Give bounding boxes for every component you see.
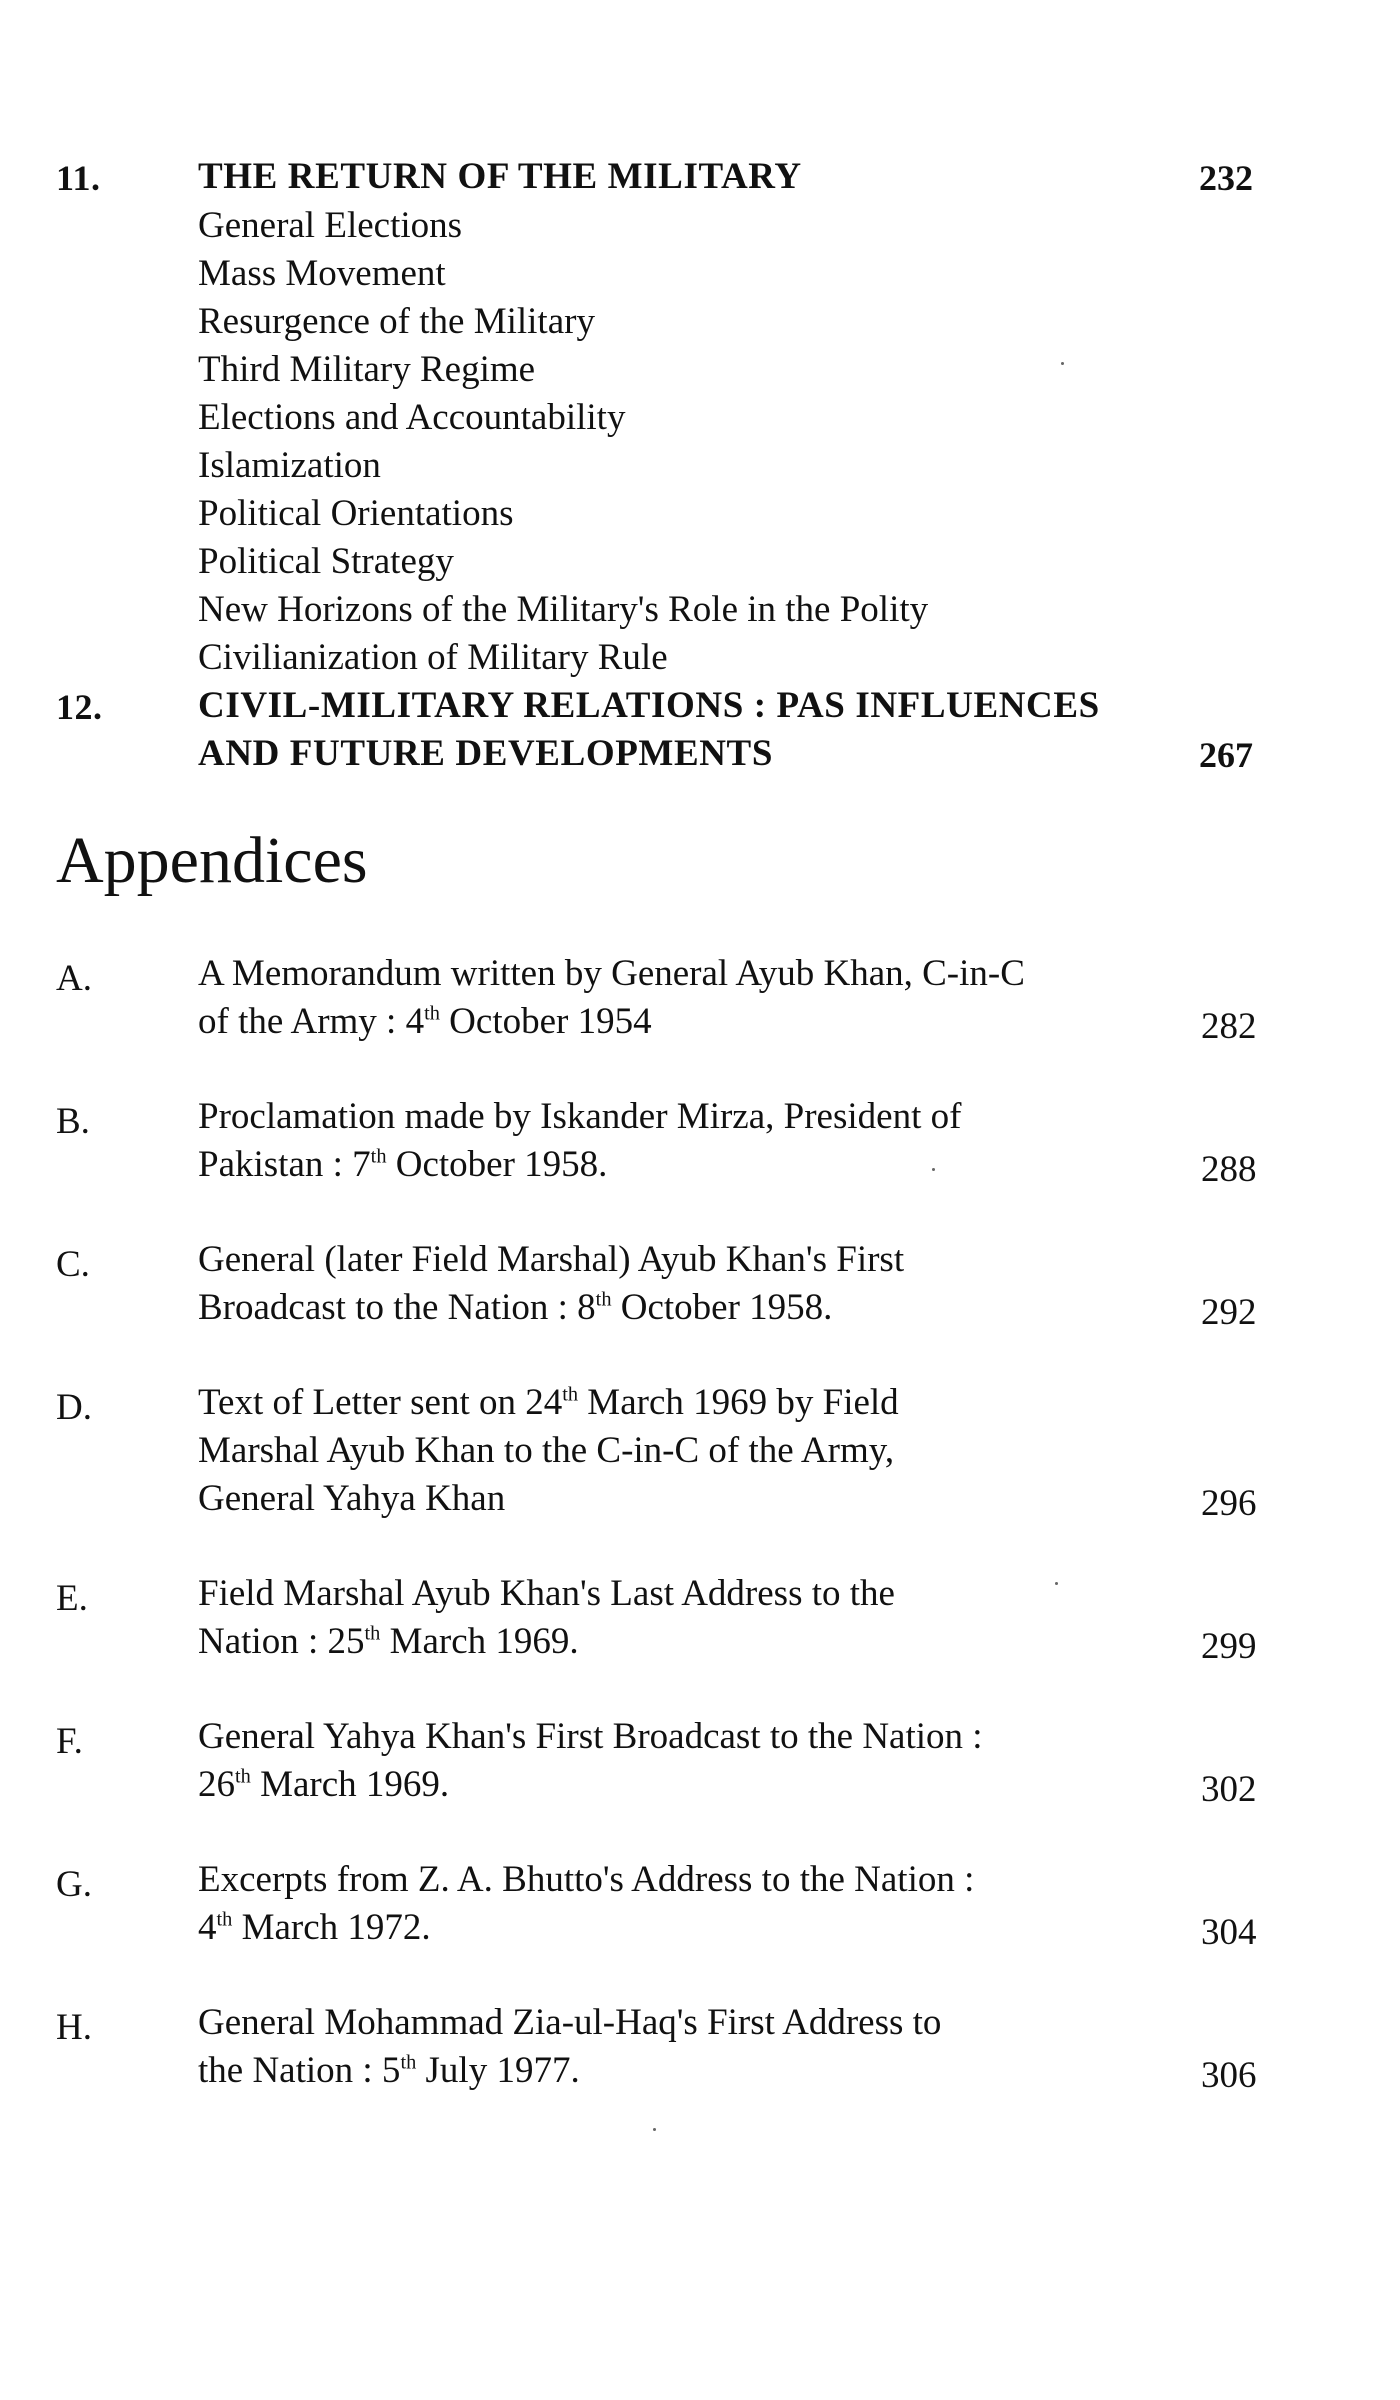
appendix-h-line1: General Mohammad Zia-ul-Haq's First Address to [198, 2002, 942, 2043]
scan-speck [932, 1168, 935, 1171]
appendix-a-page: 282 [1201, 1006, 1257, 1047]
appendix-e-line1: Field Marshal Ayub Khan's Last Address to the [198, 1573, 895, 1614]
subsection-item: Elections and Accountability [198, 397, 626, 438]
chapter-12-page: 267 [1199, 735, 1253, 775]
appendix-d-line2: Marshal Ayub Khan to the C-in-C of the Army, [198, 1430, 895, 1471]
appendix-b-line1: Proclamation made by Iskander Mirza, President of [198, 1096, 962, 1137]
subsection-item: Resurgence of the Military [198, 301, 595, 342]
appendix-a-line2: of the Army : 4th October 1954 [198, 1001, 652, 1042]
appendix-e-page: 299 [1201, 1626, 1257, 1667]
appendix-a-line1: A Memorandum written by General Ayub Khan, C-in-C [198, 953, 1025, 994]
appendix-b-page: 288 [1201, 1149, 1257, 1190]
appendix-f-line1: General Yahya Khan's First Broadcast to the Nation : [198, 1716, 983, 1757]
scan-speck [1061, 362, 1064, 365]
chapter-11-page: 232 [1199, 158, 1253, 198]
appendix-c-page: 292 [1201, 1292, 1257, 1333]
appendix-g-page: 304 [1201, 1912, 1257, 1953]
subsection-item: Mass Movement [198, 253, 446, 294]
appendix-d-line3: General Yahya Khan [198, 1478, 506, 1519]
appendix-d-page: 296 [1201, 1483, 1257, 1524]
scan-speck [653, 2128, 656, 2131]
appendix-a-letter: A. [56, 958, 92, 999]
subsection-item: New Horizons of the Military's Role in the Polity [198, 589, 929, 630]
appendix-c-line2: Broadcast to the Nation : 8th October 1958. [198, 1287, 833, 1328]
subsection-item: General Elections [198, 205, 463, 246]
chapter-12-title-line1: CIVIL-MILITARY RELATIONS : PAS INFLUENCES [198, 685, 1100, 726]
appendix-b-letter: B. [56, 1101, 90, 1142]
chapter-11-number: 11. [56, 158, 101, 198]
appendix-c-letter: C. [56, 1244, 90, 1285]
appendices-heading: Appendices [56, 824, 368, 897]
appendix-h-page: 306 [1201, 2055, 1257, 2096]
appendix-e-letter: E. [56, 1578, 88, 1619]
appendix-f-page: 302 [1201, 1769, 1257, 1810]
appendix-f-letter: F. [56, 1721, 83, 1762]
appendix-e-line2: Nation : 25th March 1969. [198, 1621, 579, 1662]
appendix-g-letter: G. [56, 1864, 92, 1905]
subsection-item: Political Orientations [198, 493, 514, 534]
chapter-11-title: THE RETURN OF THE MILITARY [198, 156, 802, 197]
subsection-item: Third Military Regime [198, 349, 536, 390]
scan-speck [1055, 1582, 1058, 1585]
appendix-f-line2: 26th March 1969. [198, 1764, 450, 1805]
appendix-h-letter: H. [56, 2007, 92, 2048]
appendix-g-line1: Excerpts from Z. A. Bhutto's Address to the Nation : [198, 1859, 975, 1900]
appendix-g-line2: 4th March 1972. [198, 1907, 431, 1948]
subsection-item: Islamization [198, 445, 381, 486]
appendix-h-line2: the Nation : 5th July 1977. [198, 2050, 580, 2091]
chapter-12-number: 12. [56, 687, 103, 727]
appendix-d-line1: Text of Letter sent on 24th March 1969 by Field [198, 1382, 899, 1423]
appendix-c-line1: General (later Field Marshal) Ayub Khan's First [198, 1239, 905, 1280]
chapter-12-title-line2: AND FUTURE DEVELOPMENTS [198, 733, 774, 774]
subsection-item: Civilianization of Military Rule [198, 637, 668, 678]
appendix-b-line2: Pakistan : 7th October 1958. [198, 1144, 608, 1185]
appendix-d-letter: D. [56, 1387, 92, 1428]
subsection-item: Political Strategy [198, 541, 454, 582]
